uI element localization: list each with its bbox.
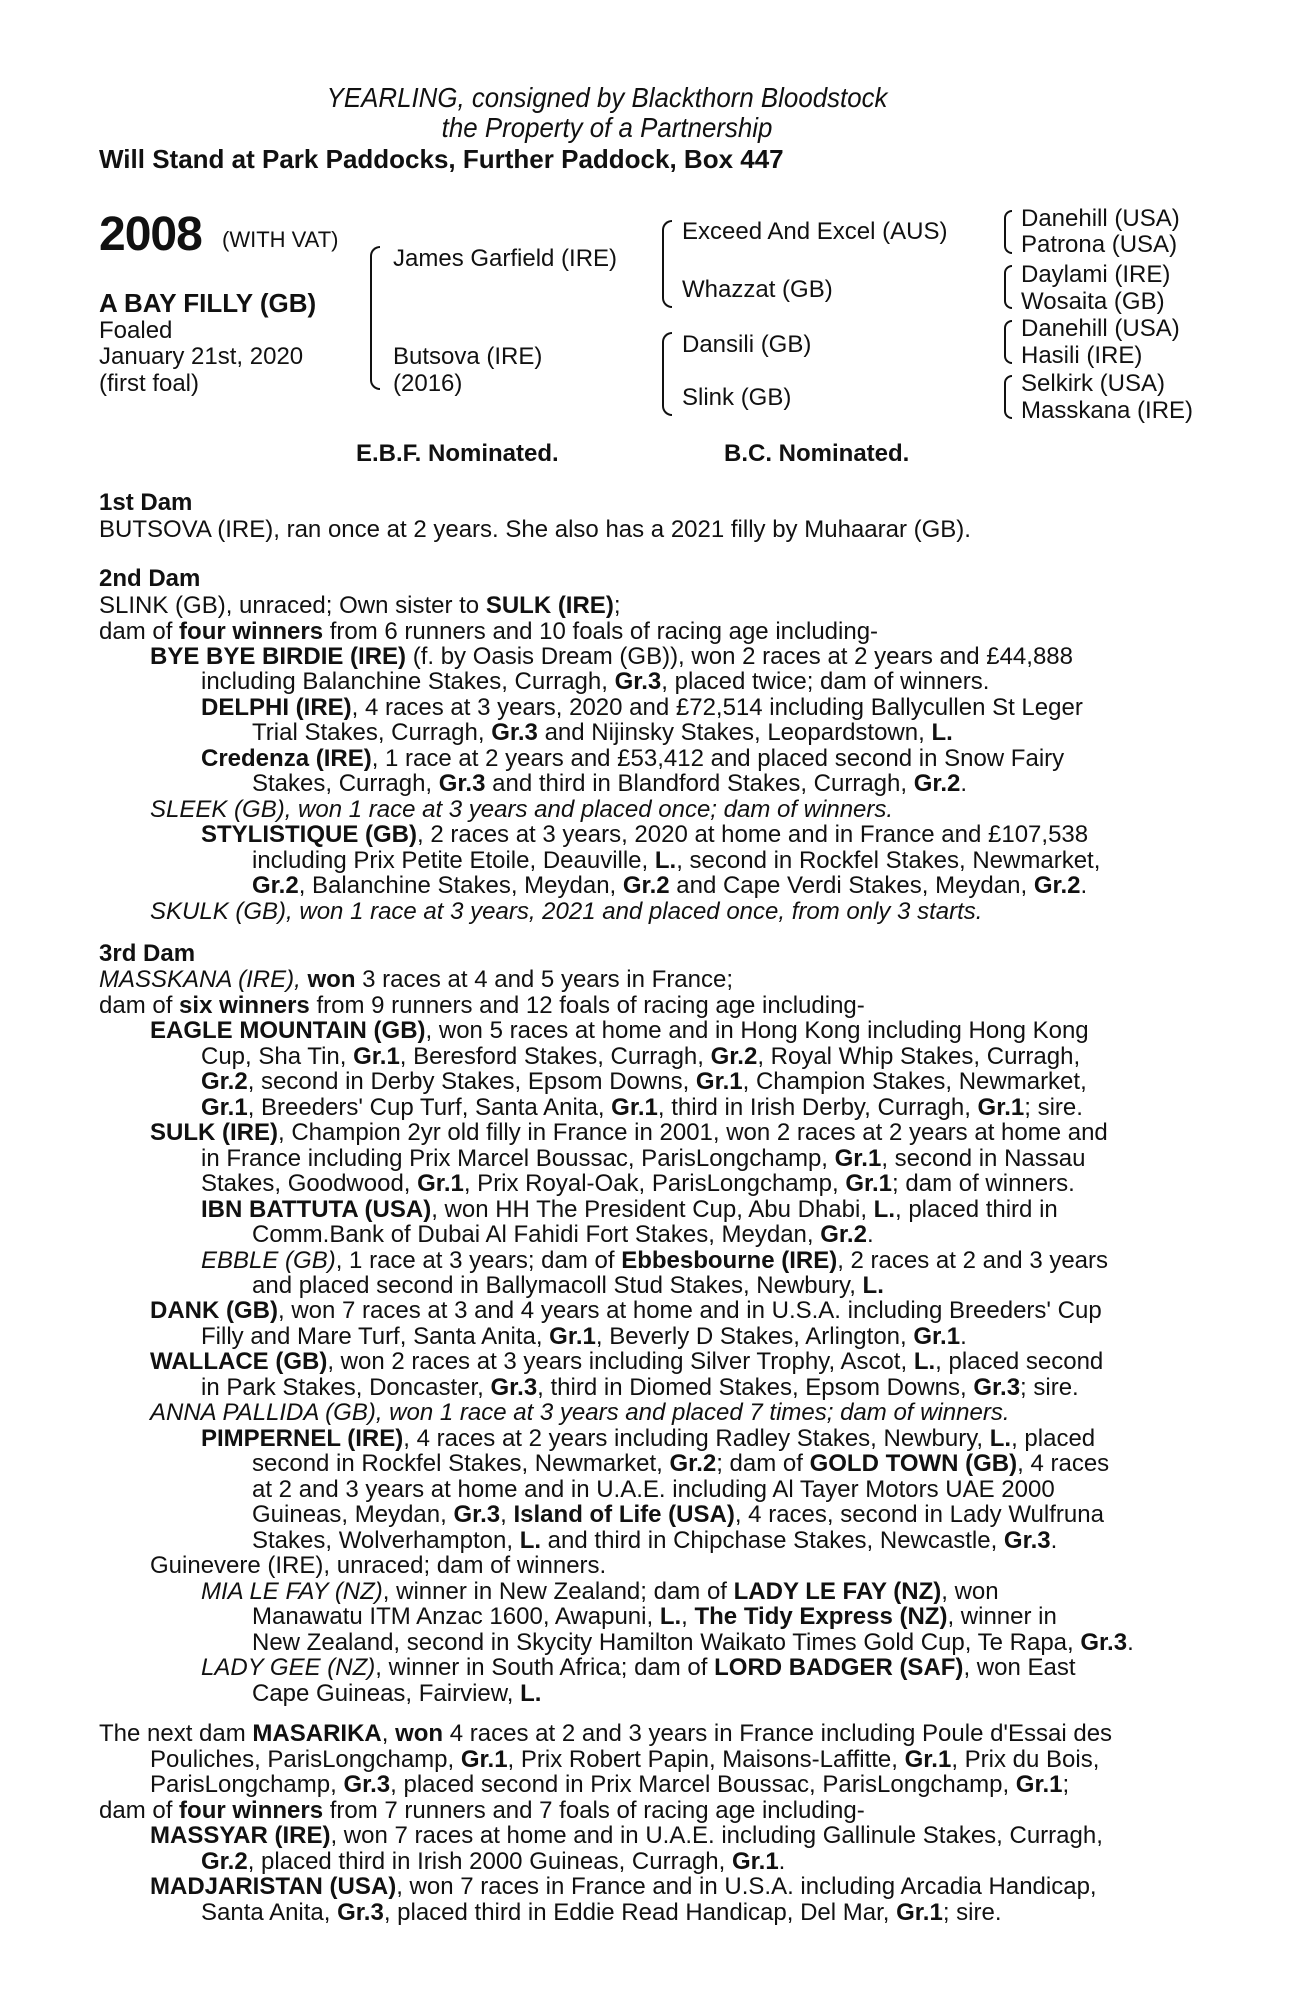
wallace-line-1: WALLACE (GB), won 2 races at 3 years including Silver Trophy, Ascot, L., placed second bbox=[150, 1348, 1104, 1375]
bracket-dam bbox=[662, 332, 672, 416]
madjaristan-line-2: Santa Anita, Gr.3, placed third in Eddie Read Handicap, Del Mar, Gr.1; sire. bbox=[201, 1899, 1002, 1926]
stylistique-line-1: STYLISTIQUE (GB), 2 races at 3 years, 2020 at home and in France and £107,538 bbox=[201, 821, 1089, 848]
sire-name: James Garfield (IRE) bbox=[393, 245, 618, 272]
next-dam-line-2: Pouliches, ParisLongchamp, Gr.1, Prix Robert Papin, Maisons-Laffitte, Gr.1, Prix du Bois, bbox=[150, 1746, 1100, 1773]
eagle-line-4: Gr.1, Breeders' Cup Turf, Santa Anita, Gr.1, third in Irish Derby, Curragh, Gr.1; sire. bbox=[201, 1094, 1083, 1121]
dank-line-1: DANK (GB), won 7 races at 3 and 4 years at home and in U.S.A. including Breeders' Cup bbox=[150, 1297, 1102, 1324]
bracket-g1 bbox=[1004, 210, 1012, 254]
vat-label: (WITH VAT) bbox=[222, 227, 339, 252]
sulk-line-1: SULK (IRE), Champion 2yr old filly in France in 2001, won 2 races at 2 years at home and bbox=[150, 1119, 1108, 1146]
third-dam-line-2: dam of six winners from 9 runners and 12 foals of racing age including- bbox=[99, 992, 865, 1019]
mia-le-fay-line-3: New Zealand, second in Skycity Hamilton Waikato Times Gold Cup, Te Rapa, Gr.3. bbox=[252, 1629, 1134, 1656]
ggs-7: Selkirk (USA) bbox=[1021, 370, 1166, 397]
bracket-g2 bbox=[1004, 265, 1012, 309]
grandsire-1: Exceed And Excel (AUS) bbox=[682, 218, 948, 245]
third-dam-heading: 3rd Dam bbox=[99, 940, 196, 967]
ebf-nominated: E.B.F. Nominated. bbox=[356, 440, 559, 467]
second-dam-heading: 2nd Dam bbox=[99, 565, 201, 592]
eagle-line-3: Gr.2, second in Derby Stakes, Epsom Downs, Gr.1, Champion Stakes, Newmarket, bbox=[201, 1068, 1087, 1095]
bracket-g4 bbox=[1004, 375, 1012, 419]
bye-bye-birdie-line-1: BYE BYE BIRDIE (IRE) (f. by Oasis Dream (GB)), won 2 races at 2 years and £44,888 bbox=[150, 643, 1073, 670]
stylistique-line-2: including Prix Petite Etoile, Deauville, L., second in Rockfel Stakes, Newmarket, bbox=[252, 847, 1101, 874]
ggs-5: Danehill (USA) bbox=[1021, 315, 1180, 342]
lot-name: A BAY FILLY (GB) bbox=[99, 288, 317, 318]
sulk-line-3: Stakes, Goodwood, Gr.1, Prix Royal-Oak, ParisLongchamp, Gr.1; dam of winners. bbox=[201, 1170, 1075, 1197]
second-dam-line-2: dam of four winners from 6 runners and 10 foals of racing age including- bbox=[99, 618, 879, 645]
eagle-line-1: EAGLE MOUNTAIN (GB), won 5 races at home and in Hong Kong including Hong Kong bbox=[150, 1017, 1089, 1044]
ebble-line-2: and placed second in Ballymacoll Stud Stakes, Newbury, L. bbox=[252, 1272, 884, 1299]
foaled-date: January 21st, 2020 bbox=[99, 343, 304, 370]
ibn-line-2: Comm.Bank of Dubai Al Fahidi Fort Stakes, Meydan, Gr.2. bbox=[252, 1221, 874, 1248]
next-dam-line-1: The next dam MASARIKA, won 4 races at 2 and 3 years in France including Poule d'Essai des bbox=[99, 1720, 1113, 1747]
bye-bye-birdie-line-2: including Balanchine Stakes, Curragh, Gr.3, placed twice; dam of winners. bbox=[201, 668, 990, 695]
mia-le-fay-line-1: MIA LE FAY (NZ), winner in New Zealand; dam of LADY LE FAY (NZ), won bbox=[201, 1578, 999, 1605]
wallace-line-2: in Park Stakes, Doncaster, Gr.3, third in Diomed Stakes, Epsom Downs, Gr.3; sire. bbox=[201, 1374, 1079, 1401]
ggs-6: Hasili (IRE) bbox=[1021, 342, 1143, 369]
mia-le-fay-line-2: Manawatu ITM Anzac 1600, Awapuni, L., The Tidy Express (NZ), winner in bbox=[252, 1603, 1057, 1630]
ibn-line-1: IBN BATTUTA (USA), won HH The President Cup, Abu Dhabi, L., placed third in bbox=[201, 1196, 1058, 1223]
anna-pallida-line: ANNA PALLIDA (GB), won 1 race at 3 years and placed 7 times; dam of winners. bbox=[150, 1399, 1010, 1426]
dam-name: Butsova (IRE) bbox=[393, 343, 543, 370]
ggs-3: Daylami (IRE) bbox=[1021, 261, 1171, 288]
guinevere-line: Guinevere (IRE), unraced; dam of winners. bbox=[150, 1552, 607, 1579]
sulk-line-2: in France including Prix Marcel Boussac, ParisLongchamp, Gr.1, second in Nassau bbox=[201, 1145, 1086, 1172]
credenza-line-2: Stakes, Curragh, Gr.3 and third in Blandford Stakes, Curragh, Gr.2. bbox=[252, 770, 968, 797]
pimpernel-line-2: second in Rockfel Stakes, Newmarket, Gr.2; dam of GOLD TOWN (GB), 4 races bbox=[252, 1450, 1110, 1477]
ggs-1: Danehill (USA) bbox=[1021, 205, 1180, 232]
massyar-line-2: Gr.2, placed third in Irish 2000 Guineas, Curragh, Gr.1. bbox=[201, 1848, 786, 1875]
lady-gee-line-1: LADY GEE (NZ), winner in South Africa; dam of LORD BADGER (SAF), won East bbox=[201, 1654, 1076, 1681]
first-dam-heading: 1st Dam bbox=[99, 489, 193, 516]
first-dam-text: BUTSOVA (IRE), ran once at 2 years. She also has a 2021 filly by Muhaarar (GB). bbox=[99, 516, 971, 543]
ggs-2: Patrona (USA) bbox=[1021, 231, 1178, 258]
ggs-8: Masskana (IRE) bbox=[1021, 397, 1194, 424]
pimpernel-line-1: PIMPERNEL (IRE), 4 races at 2 years including Radley Stakes, Newbury, L., placed bbox=[201, 1425, 1096, 1452]
pimpernel-line-4: Guineas, Meydan, Gr.3, Island of Life (USA), 4 races, second in Lady Wulfruna bbox=[252, 1501, 1104, 1528]
header-line-3: Will Stand at Park Paddocks, Further Paddock, Box 447 bbox=[99, 144, 784, 174]
dam-year: (2016) bbox=[393, 370, 463, 397]
foaled-label: Foaled bbox=[99, 317, 173, 344]
grandsire-4: Slink (GB) bbox=[682, 384, 792, 411]
second-dam-line-1: SLINK (GB), unraced; Own sister to SULK (IRE); bbox=[99, 592, 621, 619]
bracket-sire bbox=[662, 220, 672, 308]
skulk-line: SKULK (GB), won 1 race at 3 years, 2021 and placed once, from only 3 starts. bbox=[150, 898, 983, 925]
sleek-line: SLEEK (GB), won 1 race at 3 years and placed once; dam of winners. bbox=[150, 796, 894, 823]
dank-line-2: Filly and Mare Turf, Santa Anita, Gr.1, Beverly D Stakes, Arlington, Gr.1. bbox=[201, 1323, 967, 1350]
bracket-main bbox=[370, 246, 380, 390]
next-dam-line-4: dam of four winners from 7 runners and 7 foals of racing age including- bbox=[99, 1797, 865, 1824]
next-dam-line-3: ParisLongchamp, Gr.3, placed second in Prix Marcel Boussac, ParisLongchamp, Gr.1; bbox=[150, 1771, 1070, 1798]
grandsire-2: Whazzat (GB) bbox=[682, 276, 833, 303]
grandsire-3: Dansili (GB) bbox=[682, 331, 812, 358]
header-line-1: YEARLING, consigned by Blackthorn Bloodstock bbox=[326, 82, 888, 113]
eagle-line-2: Cup, Sha Tin, Gr.1, Beresford Stakes, Curragh, Gr.2, Royal Whip Stakes, Curragh, bbox=[201, 1043, 1081, 1070]
third-dam-line-1: MASSKANA (IRE), won 3 races at 4 and 5 years in France; bbox=[99, 966, 734, 993]
delphi-line-2: Trial Stakes, Curragh, Gr.3 and Nijinsky Stakes, Leopardstown, L. bbox=[252, 719, 953, 746]
lady-gee-line-2: Cape Guineas, Fairview, L. bbox=[252, 1680, 542, 1707]
ebble-line-1: EBBLE (GB), 1 race at 3 years; dam of Ebbesbourne (IRE), 2 races at 2 and 3 years bbox=[201, 1247, 1109, 1274]
bc-nominated: B.C. Nominated. bbox=[724, 440, 910, 467]
madjaristan-line-1: MADJARISTAN (USA), won 7 races in France and in U.S.A. including Arcadia Handicap, bbox=[150, 1873, 1097, 1900]
pimpernel-line-5: Stakes, Wolverhampton, L. and third in Chipchase Stakes, Newcastle, Gr.3. bbox=[252, 1527, 1058, 1554]
massyar-line-1: MASSYAR (IRE), won 7 races at home and in U.A.E. including Gallinule Stakes, Curragh, bbox=[150, 1822, 1103, 1849]
header-line-2: the Property of a Partnership bbox=[441, 112, 773, 143]
bracket-g3 bbox=[1004, 320, 1012, 364]
stylistique-line-3: Gr.2, Balanchine Stakes, Meydan, Gr.2 and Cape Verdi Stakes, Meydan, Gr.2. bbox=[252, 872, 1088, 899]
lot-number: 2008 bbox=[99, 208, 202, 261]
ggs-4: Wosaita (GB) bbox=[1021, 288, 1165, 315]
first-foal-note: (first foal) bbox=[99, 370, 200, 397]
delphi-line-1: DELPHI (IRE), 4 races at 3 years, 2020 and £72,514 including Ballycullen St Leger bbox=[201, 694, 1083, 721]
credenza-line-1: Credenza (IRE), 1 race at 2 years and £53,412 and placed second in Snow Fairy bbox=[201, 745, 1065, 772]
pimpernel-line-3: at 2 and 3 years at home and in U.A.E. including Al Tayer Motors UAE 2000 bbox=[252, 1476, 1055, 1503]
